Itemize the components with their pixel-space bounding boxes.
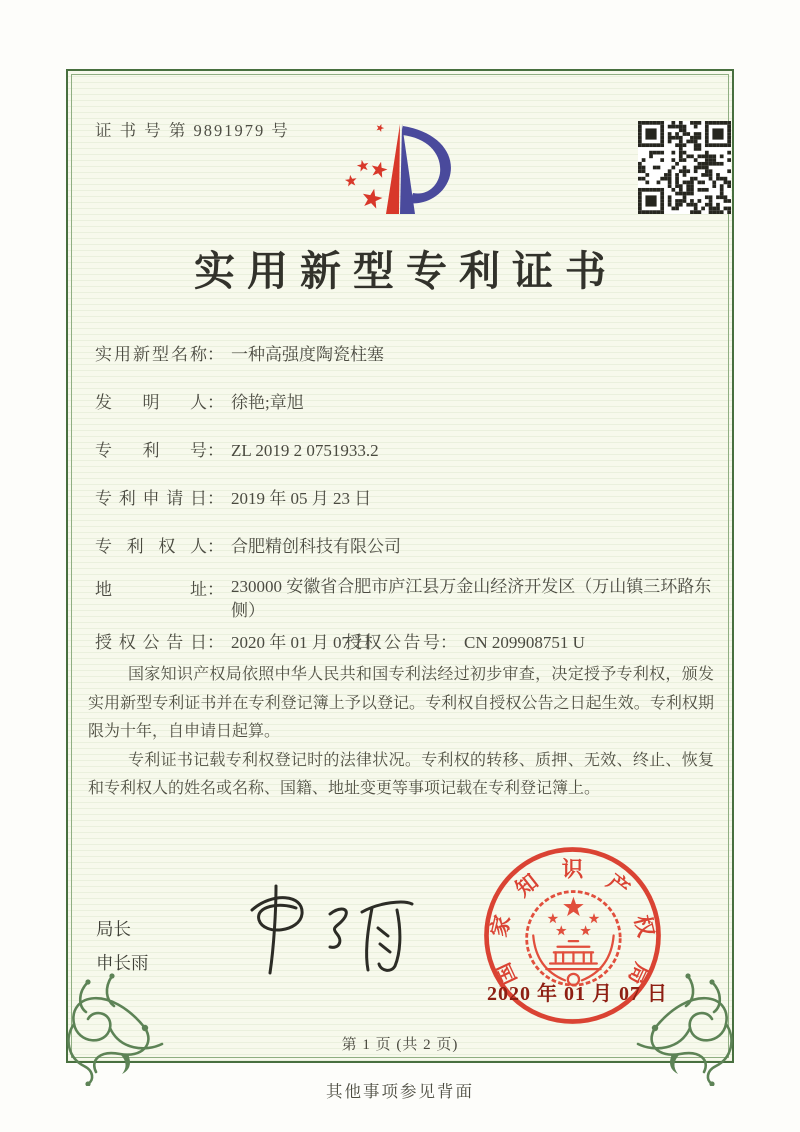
field-colon: ： [440,633,457,652]
field-row-filing-date [95,484,371,509]
field-row-address [95,575,713,623]
field-row-name [95,340,384,365]
field-group-grant-no [345,628,585,653]
field-colon: ： [207,393,224,412]
svg-text:局: 局 [623,959,655,989]
svg-text:知: 知 [511,869,543,902]
field-label: 授权公告号 [345,633,440,652]
commissioner-name: 申长雨 [96,953,149,973]
certificate-number: 证 书 号 第 9891979 号 [95,121,290,140]
field-value: ZL 2019 2 0751933.2 [231,441,379,460]
cnipa-logo-icon [338,110,466,220]
svg-text:家: 家 [486,912,516,940]
field-row-patent-no [95,436,379,461]
field-value: 230000 安徽省合肥市庐江县万金山经济开发区（万山镇三环路东侧） [231,577,712,620]
field-value: 合肥精创科技有限公司 [231,537,401,556]
svg-text:产: 产 [602,869,634,902]
legal-paragraph: 专利证书记载专利权登记时的法律状况。专利权的转移、质押、无效、终止、恢复和专利权人的姓名或名称、国籍、地址变更等事项记载在专利登记簿上。 [88,751,714,797]
svg-text:国: 国 [490,959,522,989]
back-note: 其他事项参见背面 [326,1082,474,1101]
field-row-inventor [95,388,304,413]
field-value: 2019 年 05 月 23 日 [231,489,372,508]
field-row-grant [95,628,585,653]
legal-text [88,661,714,804]
field-label: 专利申请日 [95,489,207,508]
svg-text:识: 识 [561,857,584,882]
svg-text:权: 权 [629,912,659,940]
field-value: 徐艳;章旭 [231,393,304,412]
field-colon: ： [207,345,224,364]
field-colon: ： [207,489,224,508]
corner-flourish-icon [50,966,168,1086]
field-label: 实用新型名称 [95,345,207,364]
field-colon: ： [207,580,224,599]
field-colon: ： [207,537,224,556]
field-colon: ： [207,633,224,652]
field-colon: ： [207,441,224,460]
seal-date: 2020 年 01 月 07 日 [487,983,668,1005]
field-value: 2020 年 01 月 07 日 [231,633,372,652]
field-label: 专利号 [95,441,207,460]
commissioner-title: 局长 [96,919,131,939]
field-label: 地址 [95,580,207,599]
qr-code [638,121,731,214]
certificate-title: 实用新型专利证书 [194,248,618,294]
field-row-patentee [95,532,401,557]
page-number: 第 1 页 (共 2 页) [341,1037,459,1053]
legal-paragraph: 国家知识产权局依照中华人民共和国专利法经过初步审查，决定授予专利权，颁发实用新型专利证书并在专利登记簿上予以登记。专利权自授权公告之日起生效。专利权期限为十年，自申请日起算。 [88,666,714,740]
field-label: 发明人 [95,393,207,412]
field-value: 一种高强度陶瓷柱塞 [231,345,384,364]
field-label: 授权公告日 [95,633,207,652]
field-value: CN 209908751 U [464,633,585,652]
field-label: 专利权人 [95,537,207,556]
handwritten-signature-icon [212,876,417,978]
